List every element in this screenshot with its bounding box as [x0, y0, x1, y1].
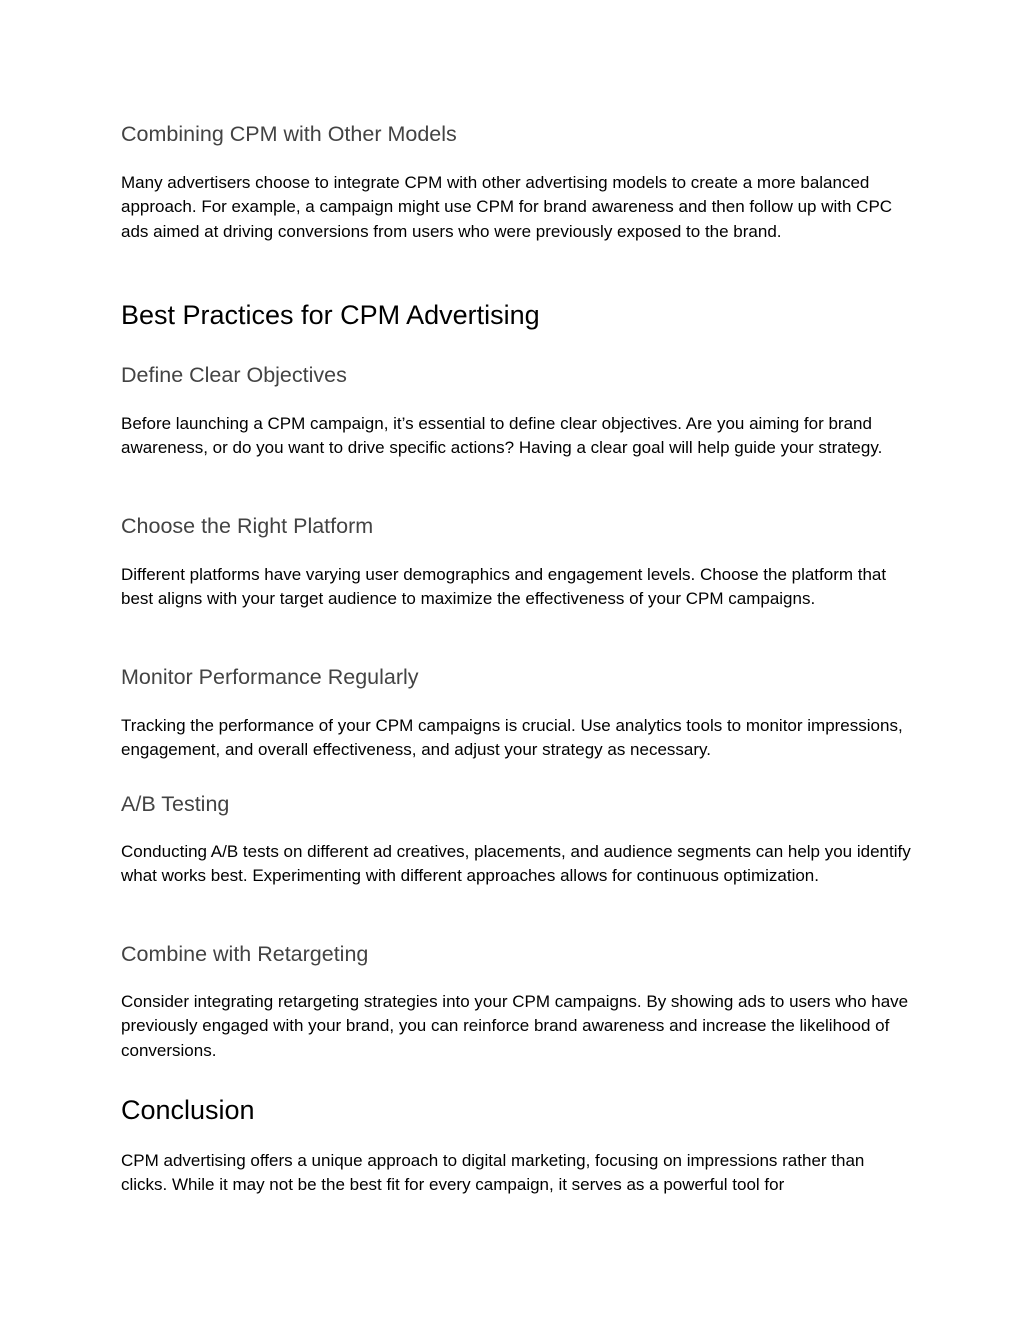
heading-best-practices: Best Practices for CPM Advertising	[121, 300, 540, 330]
heading-conclusion: Conclusion	[121, 1095, 255, 1125]
paragraph-platform: Different platforms have varying user demographics and engagement levels. Choose the platform that best aligns with your target audience to maximize the effectiveness of your CPM campaigns.	[121, 565, 887, 609]
paragraph-retargeting: Consider integrating retargeting strategies into your CPM campaigns. By showing ads to users who have previously engaged with your brand, you can reinforce brand awareness and increase the likelihood of conversions.	[121, 992, 909, 1060]
section-heading-combining: Combining CPM with Other Models	[121, 122, 457, 146]
paragraph-monitor: Tracking the performance of your CPM campaigns is crucial. Use analytics tools to monitor impressions, engagement, and overall effectiveness, and adjust your strategy as necessary.	[121, 716, 903, 760]
section-heading-monitor: Monitor Performance Regularly	[121, 665, 419, 689]
section-heading-platform: Choose the Right Platform	[121, 514, 374, 538]
paragraph-combining: Many advertisers choose to integrate CPM with other advertising models to create a more balanced approach. For example, a campaign might use CPM for brand awareness and then follow up with CPC ads aimed at driving conversions from users who were previously exposed to the brand.	[121, 173, 893, 241]
section-heading-retargeting: Combine with Retargeting	[121, 942, 369, 966]
paragraph-conclusion: CPM advertising offers a unique approach to digital marketing, focusing on impressions rather than clicks. While it may not be the best fit for every campaign, it serves as a powerful tool for	[121, 1151, 865, 1195]
paragraph-objectives: Before launching a CPM campaign, it’s essential to define clear objectives. Are you aiming for brand awareness, or do you want to drive specific actions? Having a clear goal will help guide your strategy.	[121, 414, 883, 458]
section-heading-ab-testing: A/B Testing	[121, 792, 230, 816]
paragraph-ab-testing: Conducting A/B tests on different ad creatives, placements, and audience segments can help you identify what works best. Experimenting with different approaches allows for continuous optimization.	[121, 842, 911, 886]
section-heading-objectives: Define Clear Objectives	[121, 363, 347, 387]
